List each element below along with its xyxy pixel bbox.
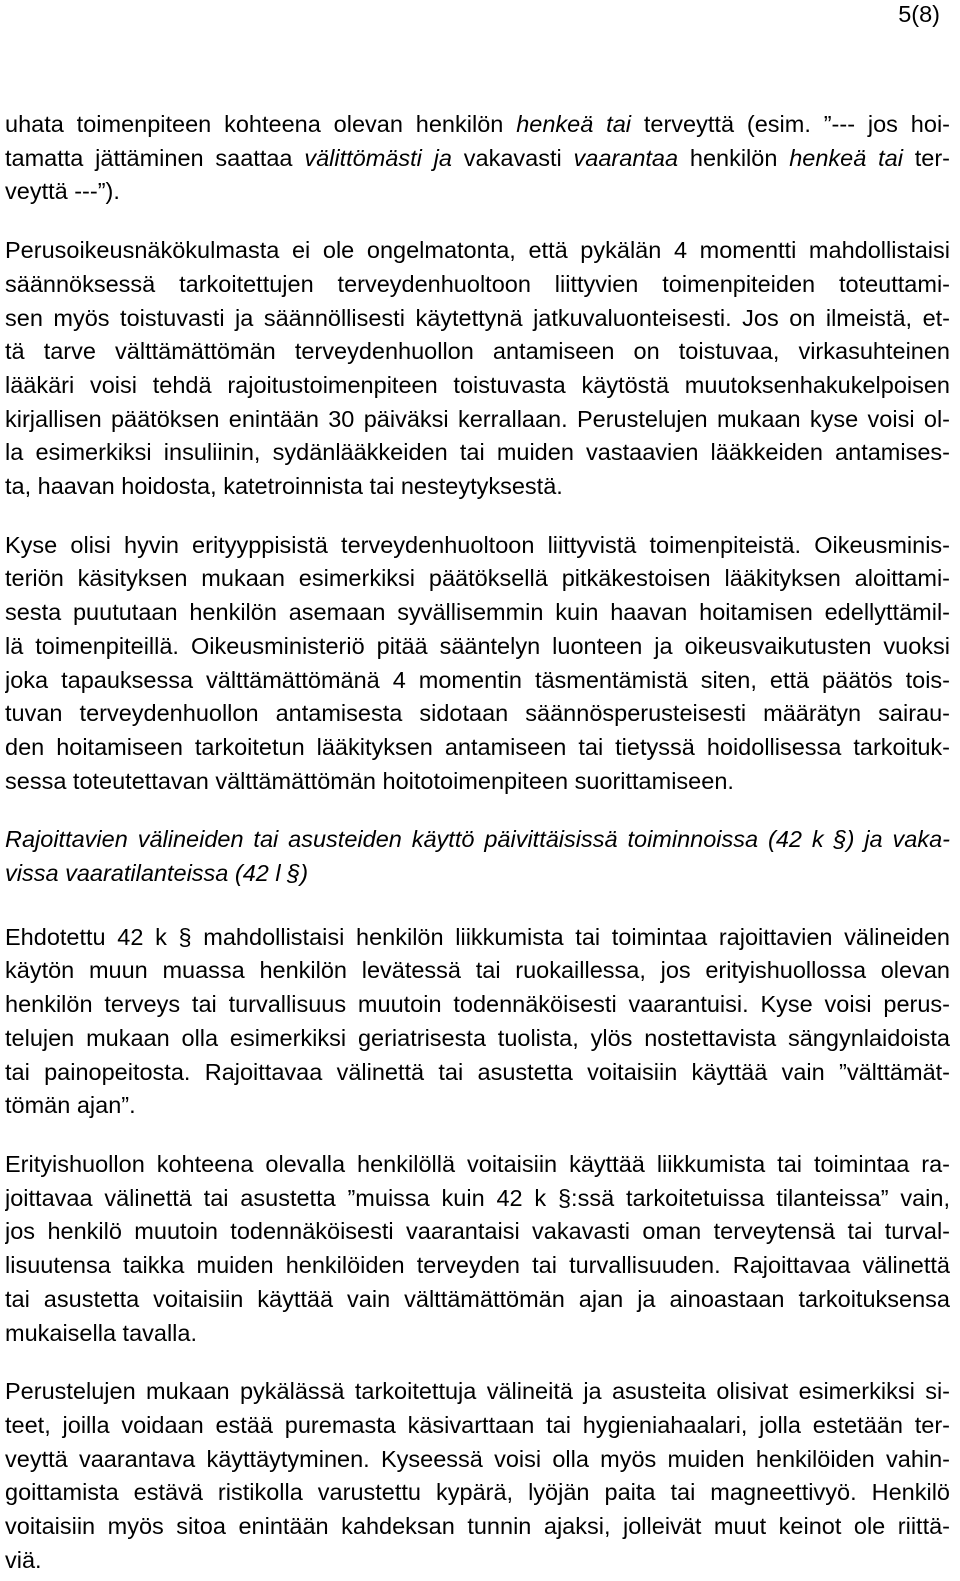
text-line: Perusoikeusnäkökulmasta ei ole ongelmatonta, että pykälän 4 momentti mahdollistaisi (5, 237, 950, 264)
heading-line: vissa vaaratilanteissa (42 l §) (5, 860, 309, 887)
text-line: kirjallisen päätöksen enintään 30 päiväksi kerrallaan. Perustelujen mukaan kyse voisi ol- (5, 405, 950, 432)
text-line: la esimerkiksi insuliinin, sydänlääkkeiden tai muiden vastaavien lääkkeiden antamises- (5, 439, 950, 466)
text-line (5, 108, 950, 142)
text-line: goittamista estävä ristikolla varustettu kypärä, lyöjän paita tai magneettivyö. Henkilö (5, 1479, 950, 1506)
emphasized-text: välittömästi ja (304, 144, 452, 171)
text-line: viä. (5, 1546, 42, 1573)
emphasized-text: henkeä tai (516, 111, 632, 137)
text-line: ta, haavan hoidosta, katetroinnista tai nesteytyksestä. (5, 473, 563, 500)
text-line: lä toimenpiteillä. Oikeusministeriö pitää sääntelyn luonteen ja oikeusvaikutusten vuoksi (5, 632, 950, 659)
text-line: tai asustetta voitaisiin käyttää vain välttämättömän ajan ja ainoastaan tarkoituksensa (5, 1285, 950, 1312)
text-line: Kyse olisi hyvin erityyppisistä terveydenhuoltoon liittyvistä toimenpiteistä. Oikeusminis- (5, 531, 950, 558)
paragraph (5, 1148, 950, 1350)
text-line: lääkäri voisi tehdä rajoitustoimenpiteen toistuvasta käytöstä muutoksenhakukelpoisen (5, 371, 950, 398)
text-line: Erityishuollon kohteena olevalla henkilöllä voitaisiin käyttää liikkumista tai toimintaa ra- (5, 1150, 950, 1177)
text-line: tuvan terveydenhuollon antamisesta sidotaan säännösperusteisesti määrätyn sairau- (5, 700, 950, 727)
heading-line: Rajoittavien välineiden tai asusteiden käyttö päivittäisissä toiminnoissa (42 k §) ja vaka- (5, 826, 950, 853)
text-line: teet, joilla voidaan estää puremasta käsivarttaan tai hygieniahaalari, jolla estetään ter- (5, 1411, 950, 1438)
text-line: lisuutensa taikka muiden henkilöiden terveyden tai turvallisuuden. Rajoittavaa välinettä (5, 1252, 950, 1279)
text-segment: ter- (902, 144, 950, 171)
text-line: teriön käsityksen mukaan esimerkiksi päätöksellä pitkäkestoisen lääkityksen aloittami- (5, 565, 950, 592)
paragraph (5, 529, 950, 799)
text-line: veyttä vaarantava käyttäytyminen. Kyseessä voisi olla myös muiden henkilöiden vahin- (5, 1445, 950, 1472)
body-text (5, 108, 950, 1577)
text-line: Ehdotettu 42 k § mahdollistaisi henkilön liikkumista tai toimintaa rajoittavien välineiden (5, 923, 950, 950)
section-heading (5, 823, 950, 890)
paragraph (5, 108, 950, 209)
text-line: telujen mukaan olla esimerkiksi geriatrisesta tuolista, ylös nostettavista sängynlaidoista (5, 1024, 950, 1051)
text-line: henkilön terveys tai turvallisuus muutoin todennäköisesti vaarantuisi. Kyse voisi perus- (5, 991, 950, 1018)
text-line: sessa toteutettavan välttämättömän hoitotoimenpiteen suorittamiseen. (5, 767, 734, 794)
text-line (5, 142, 950, 176)
text-line: sesta puututaan henkilön asemaan syvällisemmin kuin haavan hoitamisen edellyttämil- (5, 599, 950, 626)
text-segment: terveyttä (esim. ”--- jos hoi- (631, 111, 950, 137)
text-line: tömän ajan”. (5, 1092, 136, 1119)
text-line: käytön muun muassa henkilön levätessä tai ruokaillessa, jos erityishuollossa olevan (5, 957, 950, 984)
text-segment: tamatta jättäminen saattaa (5, 144, 305, 171)
text-line: säännöksessä tarkoitettujen terveydenhuoltoon liittyvien toimenpiteiden toteuttami- (5, 270, 950, 297)
paragraph (5, 234, 950, 504)
text-segment: veyttä ---”). (5, 178, 120, 205)
text-segment: vakavasti (451, 144, 574, 171)
text-segment: uhata toimenpiteen kohteena olevan henkilön (5, 111, 517, 137)
text-line: sen myös toistuvasti ja säännöllisesti käytettynä jatkuvaluonteisesti. Jos on ilmeistä, et- (5, 304, 950, 331)
text-line: mukaisella tavalla. (5, 1319, 198, 1346)
emphasized-text: henkeä tai (789, 144, 903, 171)
text-line: Perustelujen mukaan pykälässä tarkoitettuja välineitä ja asusteita olisivat esimerkiksi si- (5, 1378, 950, 1405)
text-line: tai painopeitosta. Rajoittavaa välinettä tai asustetta voitaisiin käyttää vain ”välttämät- (5, 1058, 950, 1085)
text-line: joka tapauksessa välttämättömänä 4 momentin täsmentämistä siten, että päätös tois- (5, 666, 950, 693)
text-line: voitaisiin myös sitoa enintään kahdeksan tunnin ajaksi, jolleivät muut keinot ole riittä- (5, 1513, 950, 1540)
text-line: den hoitamiseen tarkoitetun lääkityksen antamiseen tai tietyssä hoidollisessa tarkoituk- (5, 733, 950, 760)
emphasized-text: vaarantaa (573, 144, 679, 171)
paragraph (5, 921, 950, 1123)
text-segment: henkilön (678, 144, 790, 171)
page-number: 5(8) (898, 1, 940, 27)
text-line: joittavaa välinettä tai asustetta ”muissa kuin 42 k §:ssä tarkoitetuissa tilanteissa” vain, (5, 1184, 950, 1211)
paragraph (5, 1375, 950, 1577)
text-line: jos henkilö muutoin todennäköisesti vaarantaisi vakavasti oman terveytensä tai turval- (5, 1218, 950, 1245)
text-line: tä tarve välttämättömän terveydenhuollon antamiseen on toistuvaa, virkasuhteinen (5, 338, 950, 365)
text-line (5, 175, 950, 209)
